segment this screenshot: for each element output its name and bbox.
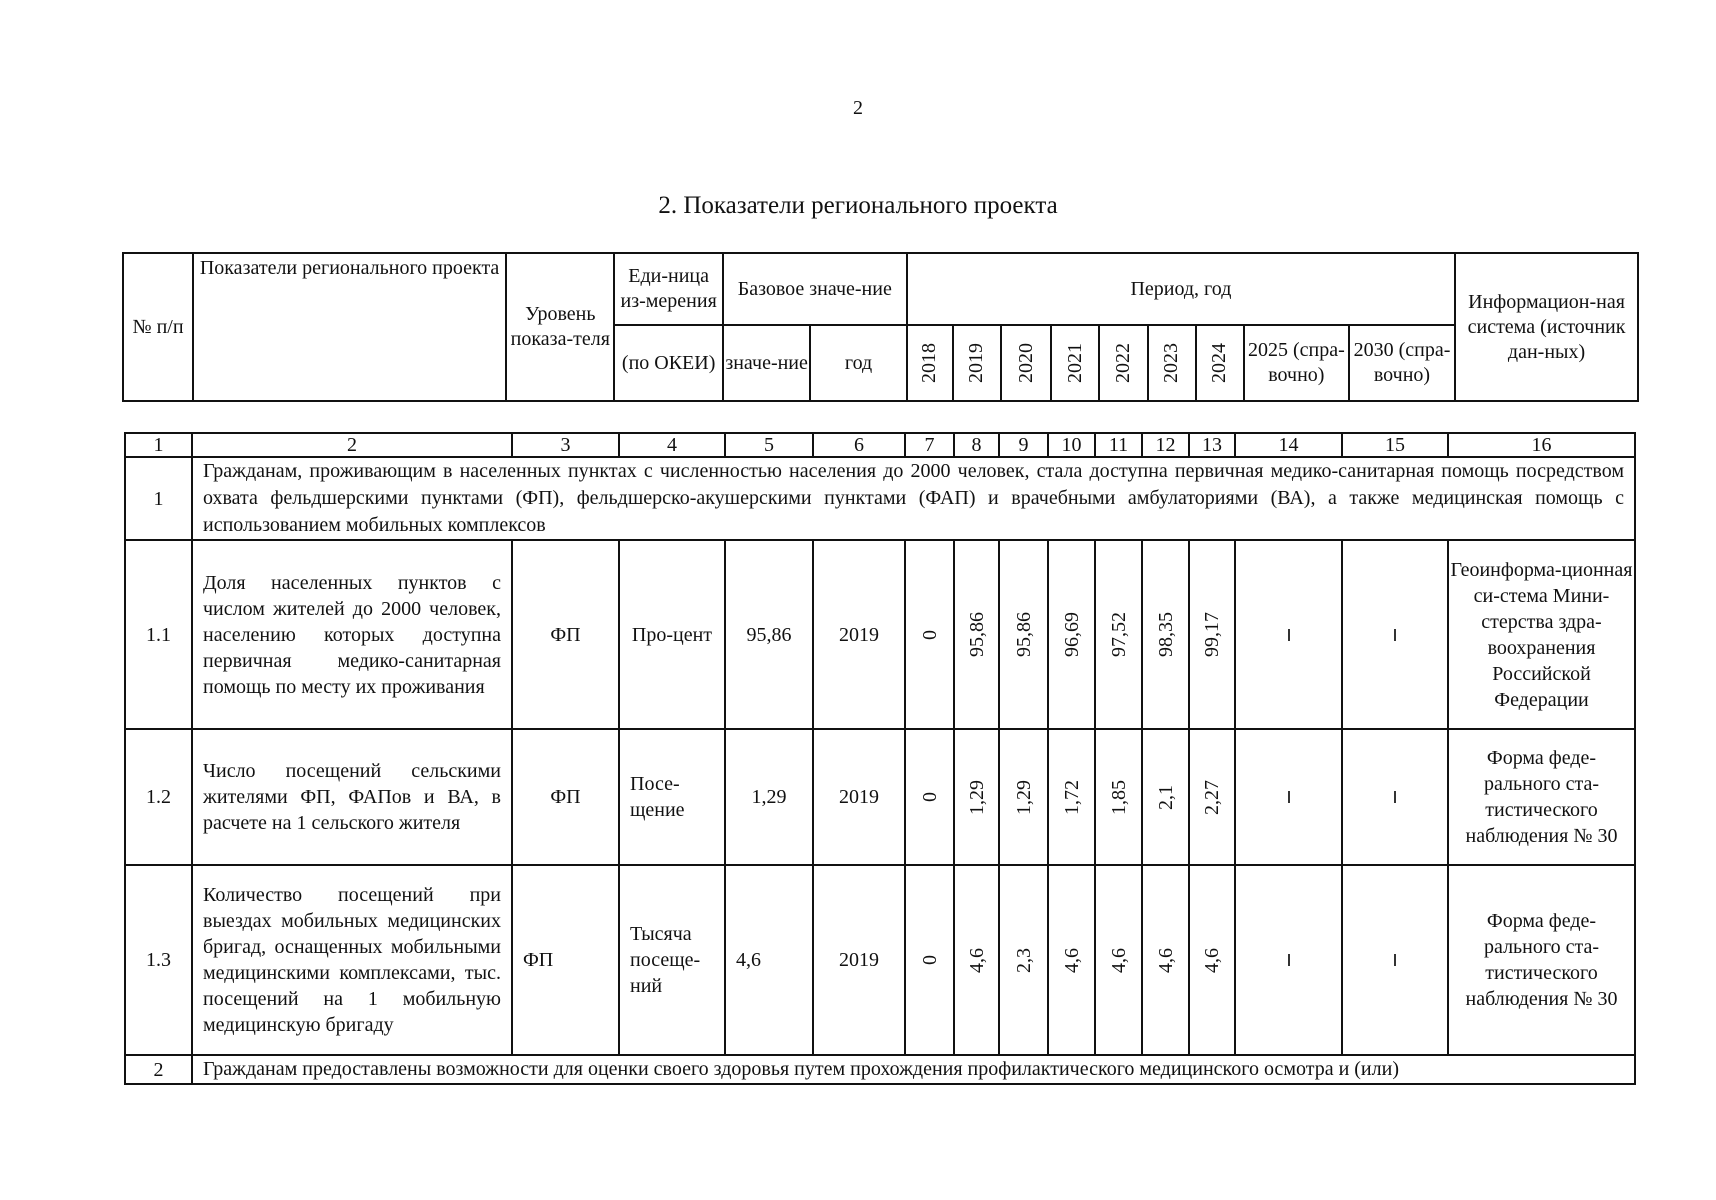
row-unit: Посе-щение: [619, 729, 725, 865]
column-number: 1: [125, 433, 192, 457]
table-row: [125, 540, 1635, 729]
header-info-system: Информацион-ная система (источник дан-ных): [1455, 253, 1638, 401]
section-text: Гражданам предоставлены возможности для оценки своего здоровья путем прохождения профилактического медицинского осмотра и (или): [192, 1055, 1635, 1084]
page-number: 2: [853, 97, 863, 119]
row-value-2022: 4,6: [1095, 865, 1142, 1055]
row-value-2025: [1235, 540, 1342, 729]
row-value-2020: 1,29: [999, 729, 1048, 865]
row-indicator: Доля населенных пунктов с числом жителей до 2000 человек, населению которых доступна первичная медико-санитарная помощь по месту их проживания: [192, 540, 512, 729]
row-value-2023: 4,6: [1142, 865, 1189, 1055]
header-unit: Еди-ница из-мерения: [614, 253, 722, 325]
header-year-2018: 2018: [907, 325, 953, 401]
row-level: ФП: [512, 865, 619, 1055]
header-indicator: Показатели регионального проекта: [193, 253, 506, 401]
header-base-value: значе-ние: [723, 325, 811, 401]
row-value-2022: 97,52: [1095, 540, 1142, 729]
row-value-2023: 98,35: [1142, 540, 1189, 729]
row-num: 1.2: [125, 729, 192, 865]
row-value-2024: 99,17: [1189, 540, 1235, 729]
table-row: [125, 729, 1635, 865]
header-year-2019: 2019: [953, 325, 1001, 401]
row-num: 1.1: [125, 540, 192, 729]
section-num: 2: [125, 1055, 192, 1084]
row-value-2023: 2,1: [1142, 729, 1189, 865]
row-value-2030: [1342, 729, 1448, 865]
row-base-year: 2019: [813, 865, 905, 1055]
row-value-2030: [1342, 540, 1448, 729]
header-year-2030: 2030 (спра-вочно): [1349, 325, 1455, 401]
dash-mark: [1288, 954, 1290, 966]
column-number: 9: [999, 433, 1048, 457]
row-unit: Тысяча посеще-ний: [619, 865, 725, 1055]
row-value-2024: 4,6: [1189, 865, 1235, 1055]
dash-mark: [1394, 791, 1396, 803]
row-value-2018: 0: [905, 729, 954, 865]
table-row: [125, 865, 1635, 1055]
row-base-value: 1,29: [725, 729, 813, 865]
row-value-2022: 1,85: [1095, 729, 1142, 865]
row-level: ФП: [512, 729, 619, 865]
header-year-2024: 2024: [1196, 325, 1244, 401]
column-number: 8: [954, 433, 999, 457]
row-value-2019: 95,86: [954, 540, 999, 729]
row-value-2021: 1,72: [1048, 729, 1095, 865]
row-base-year: 2019: [813, 729, 905, 865]
row-value-2021: 4,6: [1048, 865, 1095, 1055]
section-row: [125, 1055, 1635, 1084]
column-number: 13: [1189, 433, 1235, 457]
section-row: [125, 457, 1635, 540]
column-number: 16: [1448, 433, 1635, 457]
row-value-2030: [1342, 865, 1448, 1055]
column-number: 4: [619, 433, 725, 457]
header-base: Базовое значе-ние: [723, 253, 907, 325]
column-number: 7: [905, 433, 954, 457]
column-number: 15: [1342, 433, 1448, 457]
column-number: 6: [813, 433, 905, 457]
column-number: 10: [1048, 433, 1095, 457]
header-year-2022: 2022: [1099, 325, 1147, 401]
row-level: ФП: [512, 540, 619, 729]
header-base-year: год: [810, 325, 906, 401]
dash-mark: [1394, 954, 1396, 966]
header-num: № п/п: [123, 253, 193, 401]
row-info: Форма феде-рального ста-тистического наблюдения № 30: [1448, 729, 1635, 865]
page-title: 2. Показатели регионального проекта: [658, 192, 1058, 219]
header-year-2025: 2025 (спра-вочно): [1244, 325, 1349, 401]
row-value-2025: [1235, 865, 1342, 1055]
header-level: Уровень показа-теля: [506, 253, 614, 401]
column-number: 3: [512, 433, 619, 457]
row-value-2019: 1,29: [954, 729, 999, 865]
row-unit: Про-цент: [619, 540, 725, 729]
header-unit-okei: (по ОКЕИ): [614, 325, 722, 401]
header-year-2023: 2023: [1148, 325, 1196, 401]
row-indicator: Количество посещений при выездах мобильных медицинских бригад, оснащенных мобильными медицинскими комплексами, тыс. посещений на 1 мобильную медицинскую бригаду: [192, 865, 512, 1055]
header-year-2020: 2020: [1001, 325, 1051, 401]
dash-mark: [1394, 629, 1396, 641]
row-value-2018: 0: [905, 865, 954, 1055]
row-value-2018: 0: [905, 540, 954, 729]
row-value-2021: 96,69: [1048, 540, 1095, 729]
header-year-2021: 2021: [1051, 325, 1099, 401]
row-value-2020: 2,3: [999, 865, 1048, 1055]
header-period: Период, год: [907, 253, 1455, 325]
section-text: Гражданам, проживающим в населенных пунктах с численностью населения до 2000 человек, стала доступна первичная медико-санитарная помощь посредством охвата фельдшерскими пунктами (ФП), фельдшерско-акушерскими пунктами (ФАП) и врачебными амбулаториями (ВА), а также медицинская помощь с использованием мобильных комплексов: [192, 457, 1635, 540]
row-info: Геоинформа-ционная си-стема Мини-стерства здра-воохранения Российской Федерации: [1448, 540, 1635, 729]
row-base-year: 2019: [813, 540, 905, 729]
column-number: 11: [1095, 433, 1142, 457]
column-number: 2: [192, 433, 512, 457]
dash-mark: [1288, 629, 1290, 641]
row-value-2024: 2,27: [1189, 729, 1235, 865]
section-num: 1: [125, 457, 192, 540]
row-indicator: Число посещений сельскими жителями ФП, ФАПов и ВА, в расчете на 1 сельского жителя: [192, 729, 512, 865]
row-num: 1.3: [125, 865, 192, 1055]
header-table: [122, 252, 1639, 402]
row-value-2020: 95,86: [999, 540, 1048, 729]
row-base-value: 95,86: [725, 540, 813, 729]
indicators-table: [124, 432, 1636, 1085]
dash-mark: [1288, 791, 1290, 803]
row-value-2025: [1235, 729, 1342, 865]
column-number: 12: [1142, 433, 1189, 457]
row-value-2019: 4,6: [954, 865, 999, 1055]
column-number: 14: [1235, 433, 1342, 457]
row-base-value: 4,6: [725, 865, 813, 1055]
column-number: 5: [725, 433, 813, 457]
column-numbers-row: [125, 433, 1635, 457]
row-info: Форма феде-рального ста-тистического наблюдения № 30: [1448, 865, 1635, 1055]
